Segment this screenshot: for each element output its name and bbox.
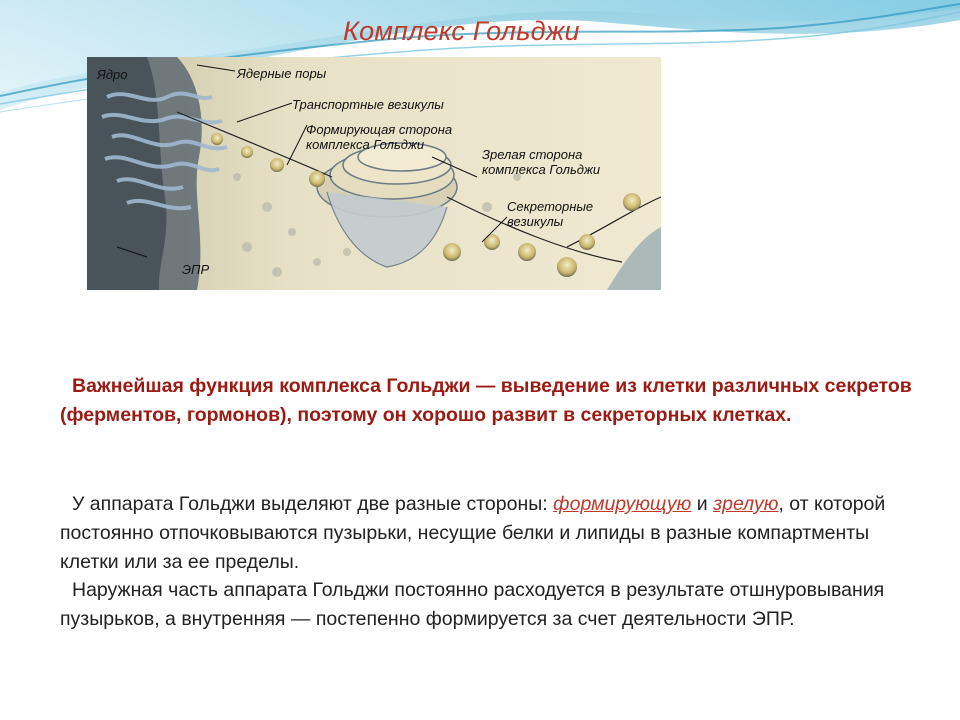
- main-function-text: Важнейшая функция комплекса Гольджи — выведение из клетки различных секретов (ферментов, гормонов), поэтому он хорошо развит в секреторных клетках.: [60, 375, 912, 426]
- golgi-illustration: [87, 57, 661, 290]
- sides-text-before: У аппарата Гольджи выделяют две разные стороны:: [72, 493, 554, 515]
- outer-part-paragraph: [60, 576, 920, 634]
- label-transport-vesicles: Транспортные везикулы: [292, 97, 444, 112]
- label-er: ЭПР: [182, 262, 210, 277]
- label-mature-side: Зрелая сторона комплекса Гольджи: [482, 147, 601, 177]
- label-nucleus: Ядро: [97, 67, 128, 82]
- sides-text-after: , от которой постоянно отпочковываются пузырьки, несущие белки и липиды в разные компартменты клетки или за ее пределы.: [60, 493, 886, 573]
- mature-side-link[interactable]: зрелую: [713, 493, 779, 515]
- label-forming-side: Формирующая сторона комплекса Гольджи: [306, 122, 453, 152]
- outer-part-text: Наружная часть аппарата Гольджи постоянно расходуется в результате отшнуровывания пузырьков, а внутренняя — постепенно формируется за счет деятельности ЭПР.: [60, 579, 885, 630]
- slide-title: Комплекс Гольджи: [343, 16, 580, 46]
- sides-text-mid: и: [691, 493, 714, 515]
- forming-side-link[interactable]: формирующую: [553, 493, 692, 515]
- main-function-paragraph: [60, 372, 920, 430]
- label-nuclear-pores: Ядерные поры: [237, 66, 327, 81]
- golgi-sides-paragraph: [60, 490, 920, 577]
- label-secretory-vesicles: Секреторные везикулы: [507, 199, 594, 229]
